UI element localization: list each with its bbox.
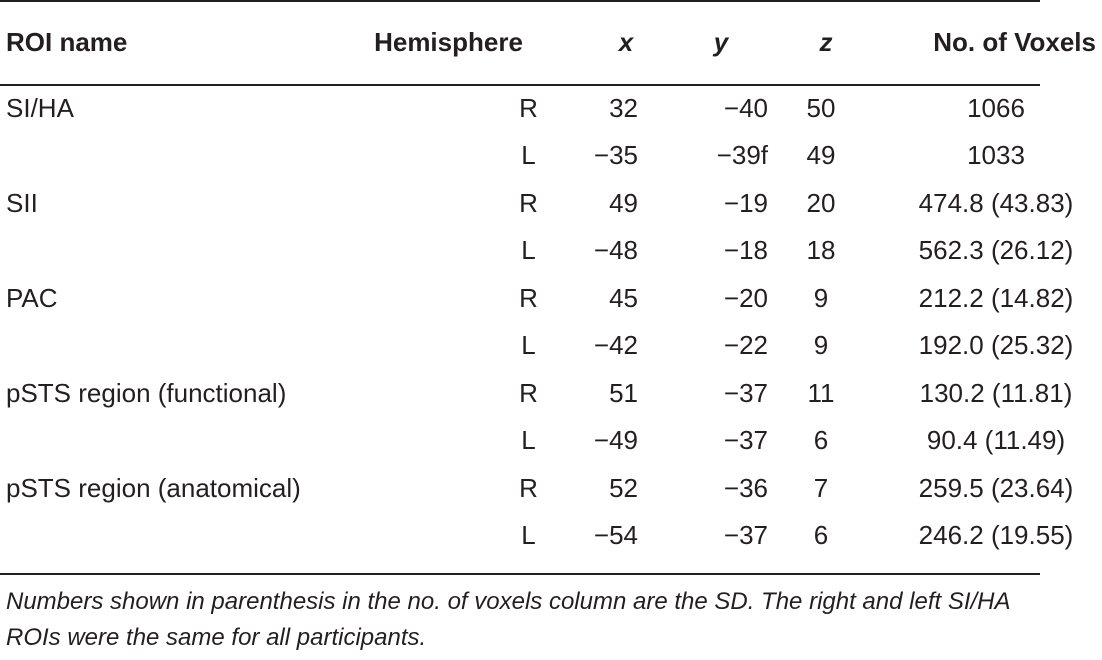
table-row [0,274,1102,322]
cell-hemisphere: L [521,520,536,551]
cell-voxels: 259.5 (23.64) [918,472,1074,503]
cell-z: 6 [813,520,829,551]
cell-roi: PAC [6,282,58,313]
cell-roi: SII [6,187,38,218]
table-row [0,322,1102,370]
header-y: y [713,27,729,57]
cell-voxels: 1066 [967,92,1025,123]
cell-y: −18 [723,235,768,266]
cell-voxels: 1033 [967,140,1025,171]
cell-z: 6 [813,425,829,456]
cell-y: −40 [723,92,768,123]
cell-roi [0,322,351,370]
cell-y: −37 [723,425,768,456]
cell-x: −42 [593,330,638,361]
cell-z: 18 [806,235,836,266]
cell-x: −35 [593,140,638,171]
cell-x: −54 [593,520,638,551]
cell-roi [0,512,351,560]
cell-z: 49 [806,140,836,171]
cell-hemisphere: L [521,425,536,456]
table-row [0,179,1102,227]
header-z: z [819,27,833,57]
cell-x: −49 [593,425,638,456]
cell-x: 49 [609,187,638,218]
table-row [0,512,1102,560]
cell-roi: SI/HA [6,92,74,123]
table-row [0,464,1102,512]
table-row [0,132,1102,180]
header-x: x [618,27,634,57]
cell-y: −37 [723,377,768,408]
cell-z: 50 [806,92,836,123]
cell-hemisphere: R [519,377,538,408]
cell-y: −22 [723,330,768,361]
cell-hemisphere: L [521,330,536,361]
header-voxels: No. of Voxels [933,27,1096,57]
cell-hemisphere: R [519,92,538,123]
header-hemisphere: Hemisphere [374,27,523,57]
cell-roi [0,417,351,465]
cell-x: 32 [609,92,638,123]
cell-x: −48 [593,235,638,266]
cell-hemisphere: R [519,187,538,218]
cell-voxels: 90.4 (11.49) [926,425,1066,456]
table-row [0,227,1102,275]
cell-hemisphere: R [519,472,538,503]
cell-y: −19 [723,187,768,218]
cell-y: −37 [723,520,768,551]
cell-roi [0,227,351,275]
cell-z: 11 [807,377,835,408]
header-roi-name: ROI name [6,27,128,57]
cell-hemisphere: L [521,140,536,171]
cell-roi: pSTS region (functional) [6,377,287,408]
table-footnote: Numbers shown in parenthesis in the no. of voxels column are the SD. The right and left SI/HA ROIs were the same for all participants. [6,588,1010,651]
cell-z: 20 [806,187,836,218]
cell-hemisphere: L [521,235,536,266]
cell-voxels: 474.8 (43.83) [918,187,1074,218]
cell-x: 51 [609,377,638,408]
cell-z: 9 [813,330,829,361]
cell-z: 9 [813,282,829,313]
cell-roi [0,132,351,180]
cell-y: −39f [716,140,768,171]
cell-roi: pSTS region (anatomical) [6,472,301,503]
cell-y: −20 [723,282,768,313]
cell-z: 7 [813,472,829,503]
cell-voxels: 246.2 (19.55) [918,520,1074,551]
cell-voxels: 192.0 (25.32) [918,330,1074,361]
cell-y: −36 [723,472,768,503]
table-row [0,369,1102,417]
cell-hemisphere: R [519,282,538,313]
cell-voxels: 130.2 (11.81) [919,377,1073,408]
table-row [0,417,1102,465]
bottom-rule [0,573,1040,575]
cell-voxels: 562.3 (26.12) [918,235,1074,266]
cell-voxels: 212.2 (14.82) [918,282,1074,313]
header-row [0,0,1102,84]
cell-x: 45 [609,282,638,313]
cell-x: 52 [609,472,638,503]
table-row [0,84,1102,132]
